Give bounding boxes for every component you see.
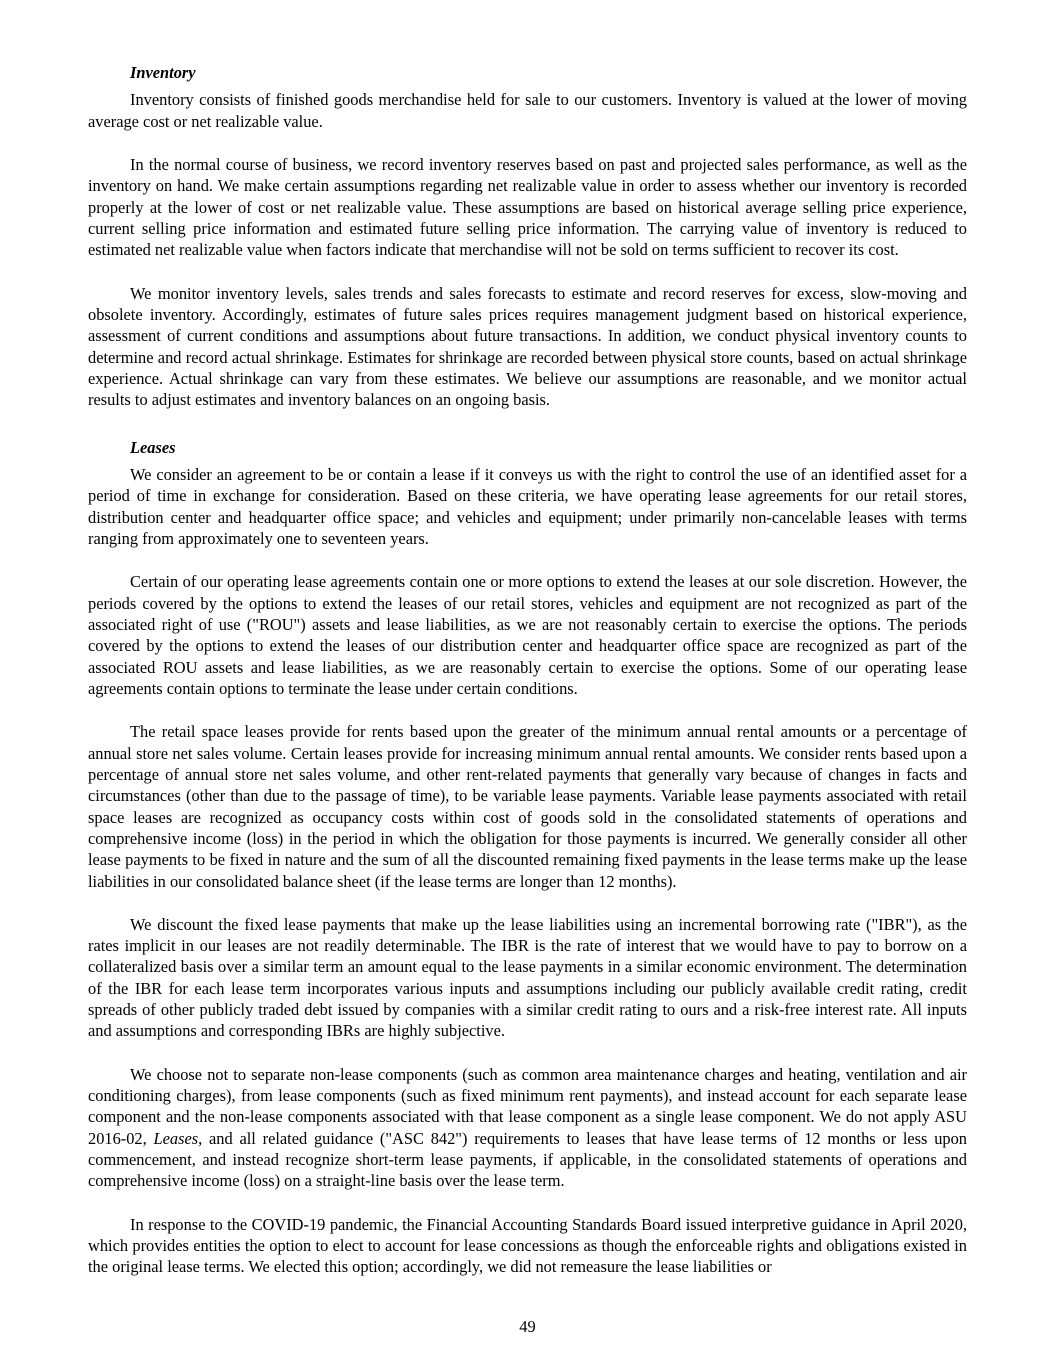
page-number: 49	[519, 1317, 536, 1336]
paragraph-inventory-2: In the normal course of business, we record inventory reserves based on past and projected sales performance, as well as the inventory on hand. We make certain assumptions regarding net realizable value in order to assess whether our inventory is recorded properly at the lower of cost or net realizable value. These assumptions are based on historical average selling price experience, current selling price information and estimated future selling price information. The carrying value of inventory is reduced to estimated net realizable value when factors indicate that merchandise will not be sold on terms sufficient to recover its cost.	[88, 154, 967, 260]
citation-leases-italic: Leases	[153, 1128, 199, 1148]
section-heading-leases: Leases	[130, 437, 176, 457]
paragraph-spacer	[88, 707, 967, 721]
paragraph-leases-asu-part1: We choose not to separate non-lease components (such as common area maintenance charges and heating, ventilation and air conditioning charges), from lease components (such as fixed minimum rent payments), and instead account for each separate lease component and the non-lease components associated with that lease component as a single lease component. We do not apply ASU 2016-02,	[88, 1064, 967, 1148]
paragraph-spacer	[88, 1200, 967, 1214]
paragraph-leases-asu-part2: , and all related guidance ("ASC 842") requirements to leases that have lease terms of 12 months or less upon commencement, and instead recognize short-term lease payments, if applicable, in the consolidated statements of operations and comprehensive income (loss) on a straight-line basis over the lease term.	[88, 1128, 967, 1191]
paragraph-spacer	[88, 557, 967, 571]
paragraph-leases-3: The retail space leases provide for rents based upon the greater of the minimum annual rental amounts or a percentage of annual store net sales volume. Certain leases provide for increasing minimum annual rental amounts. We consider rents based upon a percentage of annual store net sales volume, and other rent-related payments that generally vary because of changes in facts and circumstances (other than due to the passage of time), to be variable lease payments. Variable lease payments associated with retail space leases are recognized as occupancy costs within cost of goods sold in the consolidated statements of operations and comprehensive income (loss) in the period in which the obligation for those payments is incurred. We generally consider all other lease payments to be fixed in nature and the sum of all the discounted remaining fixed payments in the lease terms make up the lease liabilities in our consolidated balance sheet (if the lease terms are longer than 12 months).	[88, 722, 967, 891]
paragraph-inventory-1: Inventory consists of finished goods merchandise held for sale to our customers. Inventory is valued at the lower of moving average cost or net realizable value.	[88, 90, 967, 131]
paragraph-spacer	[88, 269, 967, 283]
section-heading-inventory: Inventory	[130, 63, 196, 82]
paragraph-leases-asu	[88, 1064, 967, 1192]
paragraph-inventory-3: We monitor inventory levels, sales trends and sales forecasts to estimate and record reserves for excess, slow-moving and obsolete inventory. Accordingly, estimates of future sales prices requires management judgment based on historical experience, assessment of current conditions and assumptions about future transactions. In addition, we conduct physical inventory counts to determine and record actual shrinkage. Estimates for shrinkage are recorded between physical store counts, based on actual shrinkage experience. Actual shrinkage can vary from these estimates. We believe our assumptions are reasonable, and we monitor actual results to adjust estimates and inventory balances on an ongoing basis.	[88, 283, 967, 410]
paragraph-leases-covid: In response to the COVID-19 pandemic, the Financial Accounting Standards Board issued interpretive guidance in April 2020, which provides entities the option to elect to account for lease concessions as though the enforceable rights and obligations existed in the original lease terms. We elected this option; accordingly, we did not remeasure the lease liabilities or	[88, 1214, 967, 1277]
paragraph-leases-1: We consider an agreement to be or contain a lease if it conveys us with the right to control the use of an identified asset for a period of time in exchange for consideration. Based on these criteria, we have operating lease agreements for our retail stores, distribution center and headquarter office space; and vehicles and equipment; under primarily non-cancelable leases with terms ranging from approximately one to seventeen years.	[88, 464, 967, 548]
paragraph-leases-4: We discount the fixed lease payments that make up the lease liabilities using an incremental borrowing rate ("IBR"), as the rates implicit in our leases are not readily determinable. The IBR is the rate of interest that we would have to pay to borrow on a collateralized basis over a similar term an amount equal to the lease payments in a similar economic environment. The determination of the IBR for each lease term incorporates various inputs and assumptions including our publicly available credit rating, credit spreads of other publicly traded debt issued by companies with a similar credit rating to ours and a risk-free interest rate. All inputs and assumptions and corresponding IBRs are highly subjective.	[88, 914, 967, 1041]
paragraph-spacer	[88, 900, 967, 914]
document-body	[88, 62, 967, 1278]
paragraph-spacer	[88, 1050, 967, 1064]
paragraph-spacer	[88, 140, 967, 154]
paragraph-leases-2: Certain of our operating lease agreements contain one or more options to extend the leases at our sole discretion. However, the periods covered by the options to extend the leases of our retail stores, vehicles and equipment are not recognized as part of the associated right of use ("ROU") assets and lease liabilities, as we are not reasonably certain to exercise the options. The periods covered by the options to extend the leases of our distribution center and headquarter office space are recognized as part of the associated ROU assets and lease liabilities, as we are reasonably certain to exercise the options. Some of our operating lease agreements contain options to terminate the lease under certain conditions.	[88, 572, 967, 698]
